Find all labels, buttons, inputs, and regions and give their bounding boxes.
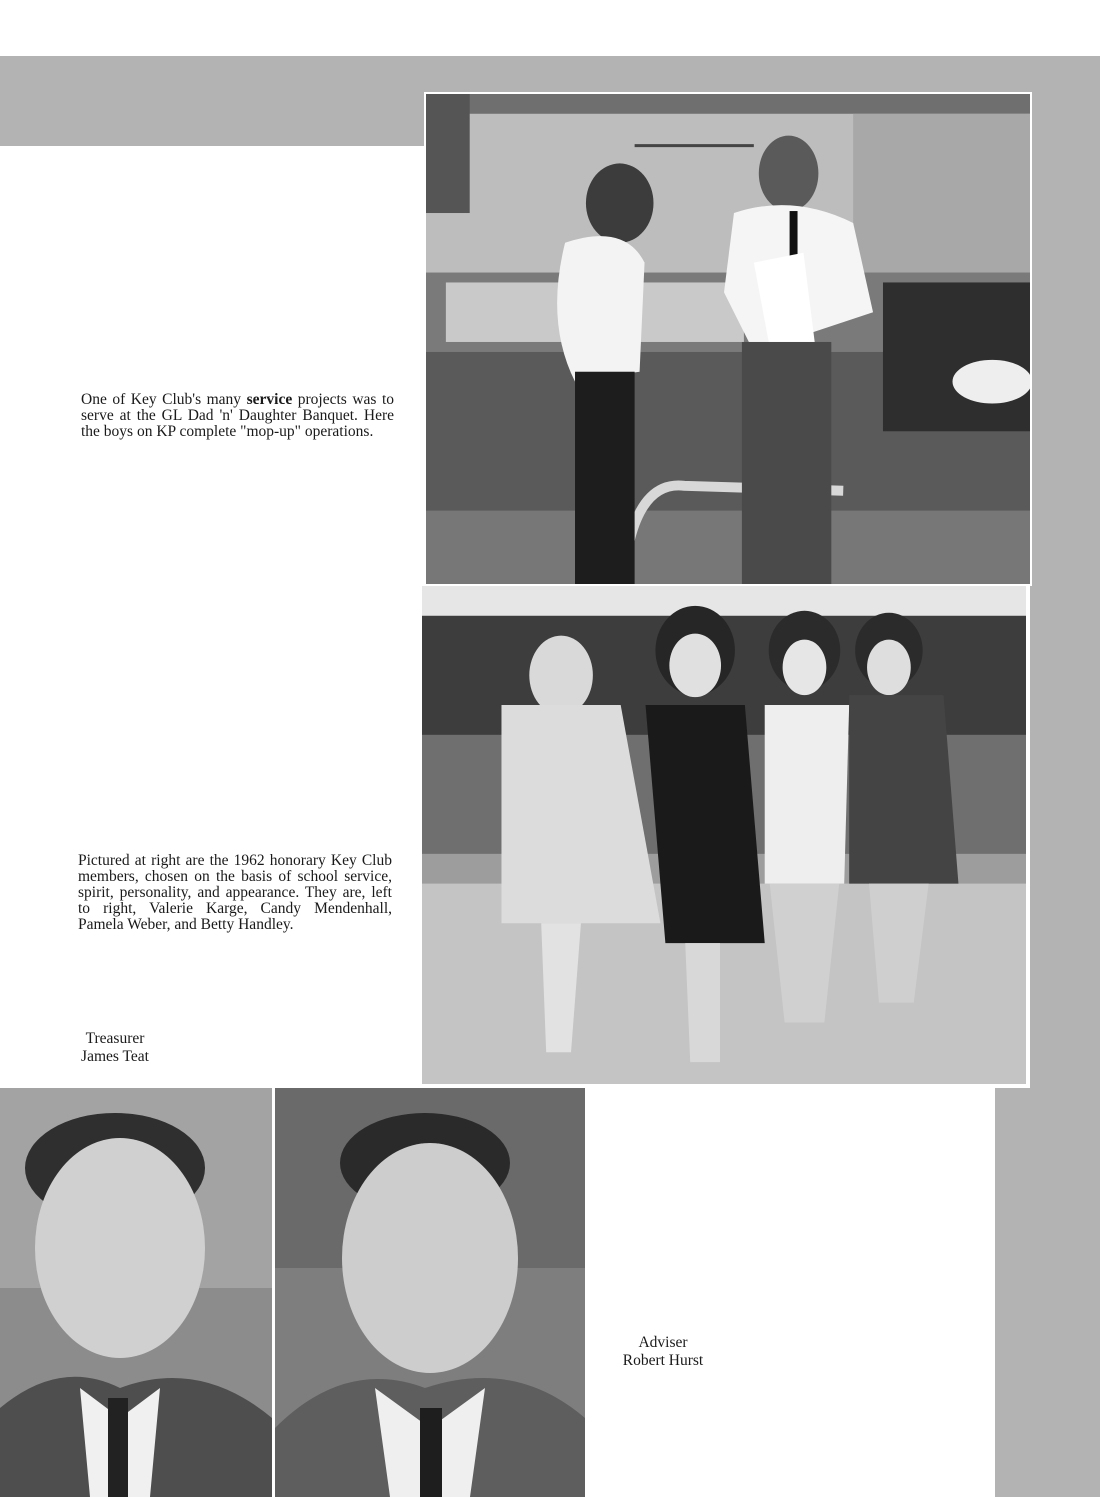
treasurer-title: Treasurer xyxy=(85,1030,145,1047)
kp-caption-post: projects was to serve at the GL Dad 'n' Daughter Banquet. Here the boys on KP complete "mop-up" operations. xyxy=(81,391,395,440)
adviser-portrait-image xyxy=(275,1088,585,1497)
bottom-right-gray-band xyxy=(995,1088,1100,1497)
kp-caption-pre: One of Key Club's many xyxy=(81,391,247,408)
honorary-members-image xyxy=(422,586,1026,1084)
kp-caption xyxy=(81,392,394,440)
honorary-caption: Pictured at right are the 1962 honorary Key Club members, chosen on the basis of school service, spirit, personality, and appearance. They are, left to right, Valerie Karge, Candy Mendenhall, Pamela Weber, and Betty Handley. xyxy=(78,852,392,933)
adviser-portrait xyxy=(275,1088,585,1497)
treasurer-portrait xyxy=(0,1088,272,1497)
kp-caption-bold: service xyxy=(246,391,293,408)
adviser-title: Adviser xyxy=(638,1334,688,1351)
treasurer-label xyxy=(60,1030,170,1066)
kp-photo xyxy=(424,92,1032,586)
treasurer-portrait-image xyxy=(0,1088,272,1497)
treasurer-name: James Teat xyxy=(81,1048,149,1065)
kp-photo-image xyxy=(426,94,1030,584)
right-gray-band xyxy=(1030,56,1100,1088)
adviser-name: Robert Hurst xyxy=(622,1352,704,1369)
honorary-members-photo xyxy=(420,584,1028,1086)
adviser-label xyxy=(598,1334,728,1370)
